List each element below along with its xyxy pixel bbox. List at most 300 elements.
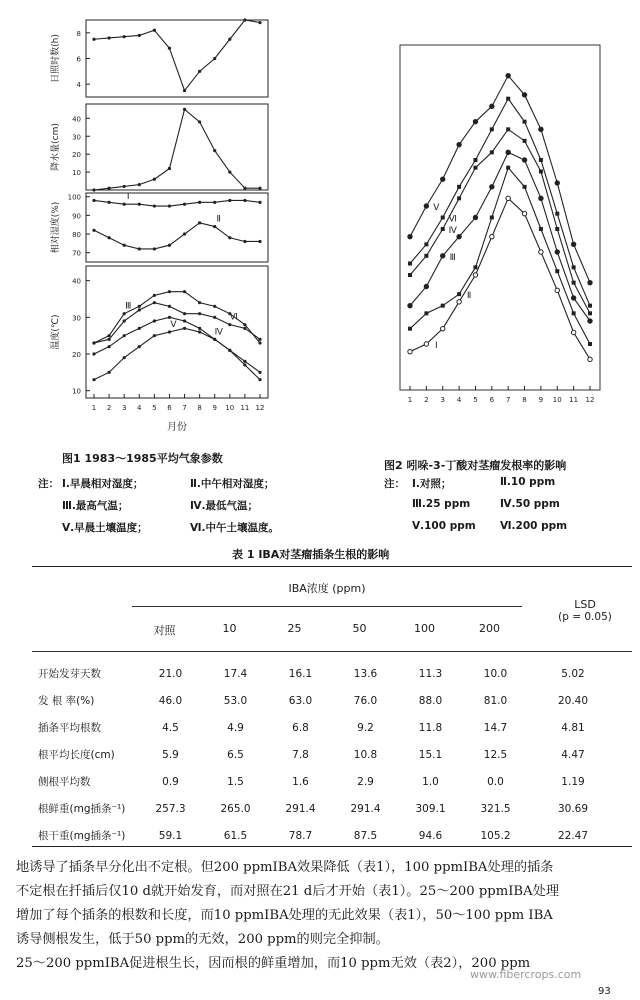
- data-point: [123, 319, 126, 322]
- data-point: [198, 327, 201, 330]
- data-point: [441, 227, 445, 231]
- data-point: [490, 216, 494, 220]
- data-point: [408, 234, 412, 238]
- data-point: [228, 349, 231, 352]
- x-tick-label: 1: [91, 404, 97, 412]
- panel-frame: [86, 266, 268, 398]
- data-point: [228, 323, 231, 326]
- panel-frame: [86, 20, 268, 97]
- data-point: [457, 196, 461, 200]
- series-label: Ⅳ: [214, 327, 223, 338]
- data-point: [555, 250, 559, 254]
- data-point: [198, 301, 201, 304]
- x-tick-label: 8: [522, 396, 527, 404]
- figure2-legend-item: Ⅲ.25 ppm: [412, 498, 471, 510]
- data-point: [588, 280, 592, 284]
- table-cell-lsd: 5.02: [561, 667, 585, 680]
- body-text-line: 25～200 ppmIBA促进根生长，因而根的鲜重增加，而10 ppm无效（表2），200 ppm: [16, 956, 531, 971]
- data-point: [258, 201, 261, 204]
- table-cell: 1.0: [422, 775, 439, 788]
- y-axis-label: 降水量(cm): [51, 123, 61, 171]
- data-point: [258, 21, 261, 24]
- data-point: [424, 204, 428, 208]
- data-point: [243, 18, 246, 21]
- data-point: [183, 290, 186, 293]
- table-cell-lsd: 20.40: [557, 694, 589, 707]
- data-point: [243, 327, 246, 330]
- figure2-legend-item: Ⅴ.100 ppm: [412, 520, 476, 532]
- data-point: [506, 196, 510, 200]
- series-label: Ⅴ: [170, 320, 177, 330]
- data-point: [408, 349, 412, 353]
- table-row-label: 发 根 率(%): [38, 695, 95, 707]
- x-tick-label: 1: [407, 396, 413, 404]
- page-number: 93: [598, 986, 611, 997]
- data-point: [213, 57, 216, 60]
- table-row-label: 开始发芽天数: [38, 668, 101, 680]
- y-tick-label: 100: [67, 193, 81, 202]
- table-lsd-header: LSD: [574, 598, 596, 611]
- data-point: [473, 215, 477, 219]
- figure1-legend-prefix: 注：: [38, 478, 59, 490]
- data-point: [107, 345, 110, 348]
- data-point: [213, 149, 216, 152]
- table-cell: 257.3: [155, 802, 186, 815]
- series-label: Ⅵ: [229, 312, 238, 323]
- series-line: [410, 152, 590, 321]
- data-point: [571, 330, 575, 334]
- table-cell-lsd: 4.47: [561, 748, 585, 761]
- x-tick-label: 6: [489, 396, 495, 404]
- x-tick-label: 9: [212, 404, 217, 412]
- data-point: [198, 201, 201, 204]
- x-tick-label: 11: [569, 396, 579, 404]
- table-row-label: 侧根平均数: [38, 776, 91, 788]
- table-cell: 0.9: [162, 775, 179, 788]
- data-point: [441, 216, 445, 220]
- data-point: [555, 288, 559, 292]
- data-point: [153, 319, 156, 322]
- data-point: [473, 158, 477, 162]
- data-point: [168, 290, 171, 293]
- figure1-chart: [0, 0, 330, 450]
- x-tick-label: 12: [585, 396, 595, 404]
- data-point: [457, 142, 461, 146]
- series-line: [94, 109, 260, 190]
- data-point: [473, 166, 477, 170]
- x-tick-label: 8: [197, 404, 202, 412]
- table-row-label: 根鲜重(mg插条⁻¹): [38, 803, 126, 815]
- data-point: [92, 199, 95, 202]
- series-label: Ⅱ: [216, 214, 221, 225]
- table-cell: 1.6: [292, 775, 309, 788]
- table-cell: 11.3: [418, 667, 443, 680]
- x-tick-label: 5: [473, 396, 478, 404]
- data-point: [213, 316, 216, 319]
- data-point: [183, 89, 186, 92]
- table-column-header: 10: [222, 622, 237, 635]
- y-tick-label: 10: [72, 169, 81, 178]
- data-point: [588, 357, 592, 361]
- data-point: [258, 338, 261, 341]
- data-point: [490, 185, 494, 189]
- figure2-legend-prefix: 注：: [384, 478, 405, 490]
- x-tick-label: 11: [240, 404, 250, 412]
- y-tick-label: 80: [72, 231, 81, 240]
- data-point: [123, 356, 126, 359]
- data-point: [424, 311, 428, 315]
- data-point: [153, 178, 156, 181]
- data-point: [490, 104, 494, 108]
- figure1-legend-item: Ⅵ.中午土壤温度。: [190, 522, 280, 534]
- data-point: [198, 312, 201, 315]
- body-text-line: 诱导侧根发生，低于50 ppm的无效，200 ppm的则完全抑制。: [16, 932, 389, 947]
- data-point: [522, 158, 526, 162]
- series-label: Ⅵ: [448, 214, 457, 225]
- data-point: [168, 305, 171, 308]
- table-row: [32, 741, 632, 768]
- table-group-rule: [132, 606, 522, 607]
- data-point: [555, 181, 559, 185]
- data-point: [473, 273, 477, 277]
- table-row-label: 插条平均根数: [38, 722, 101, 734]
- data-point: [123, 244, 126, 247]
- table-cell: 321.5: [480, 802, 511, 815]
- data-point: [123, 312, 126, 315]
- data-point: [153, 294, 156, 297]
- data-point: [123, 334, 126, 337]
- figure2-caption: 图2 吲哚-3-丁酸对茎瘤发根率的影响: [384, 459, 567, 472]
- series-label: Ⅰ: [126, 192, 130, 203]
- table-cell: 7.8: [292, 748, 309, 761]
- data-point: [539, 227, 543, 231]
- series-label: Ⅴ: [433, 203, 440, 213]
- x-tick-label: 7: [182, 404, 187, 412]
- data-point: [572, 281, 576, 285]
- table-cell: 21.0: [158, 667, 183, 680]
- data-point: [198, 330, 201, 333]
- data-point: [123, 185, 126, 188]
- y-tick-label: 30: [72, 314, 81, 323]
- data-point: [243, 323, 246, 326]
- data-point: [107, 371, 110, 374]
- data-point: [408, 327, 412, 331]
- x-tick-label: 10: [225, 404, 235, 412]
- data-point: [588, 304, 592, 308]
- data-point: [228, 170, 231, 173]
- x-tick-label: 4: [456, 396, 462, 404]
- data-point: [107, 236, 110, 239]
- data-point: [123, 203, 126, 206]
- data-point: [107, 36, 110, 39]
- data-point: [153, 29, 156, 32]
- y-tick-label: 40: [72, 115, 81, 124]
- data-point: [168, 167, 171, 170]
- table-row: [32, 714, 632, 741]
- series-label: Ⅰ: [435, 341, 438, 351]
- data-point: [588, 319, 592, 323]
- data-point: [258, 378, 261, 381]
- x-tick-label: 3: [121, 404, 127, 412]
- table-cell: 12.5: [483, 748, 508, 761]
- data-point: [243, 187, 246, 190]
- y-axis-label: 日照时数(h): [51, 34, 61, 83]
- x-tick-label: 5: [152, 404, 157, 412]
- table-cell: 13.6: [353, 667, 378, 680]
- data-point: [457, 292, 461, 296]
- data-point: [107, 334, 110, 337]
- table-cell: 81.0: [483, 694, 508, 707]
- data-point: [539, 127, 543, 131]
- body-text-line: 不定根在扦插后仅10 d就开始发育，而对照在21 d后才开始（表1）。25～200 ppmIBA处理: [16, 884, 560, 899]
- data-point: [506, 127, 510, 131]
- table-cell: 61.5: [223, 829, 248, 842]
- figure2-legend-item: Ⅵ.200 ppm: [500, 520, 568, 532]
- table-cell-lsd: 4.81: [561, 721, 585, 734]
- table-cell: 88.0: [418, 694, 443, 707]
- data-point: [243, 240, 246, 243]
- figure1-legend-item: Ⅱ.中午相对湿度；: [190, 478, 275, 490]
- data-point: [183, 312, 186, 315]
- table-cell: 76.0: [353, 694, 378, 707]
- data-point: [243, 363, 246, 366]
- table-cell: 309.1: [415, 802, 446, 815]
- table-column-header: 50: [352, 622, 367, 635]
- data-point: [153, 301, 156, 304]
- table-cell: 6.8: [292, 721, 309, 734]
- data-point: [522, 211, 526, 215]
- data-point: [523, 139, 527, 143]
- data-point: [572, 265, 576, 269]
- data-point: [490, 127, 494, 131]
- data-point: [243, 199, 246, 202]
- x-tick-label: 6: [167, 404, 172, 412]
- data-point: [473, 265, 477, 269]
- table-cell-lsd: 22.47: [557, 829, 589, 842]
- data-point: [506, 150, 510, 154]
- data-point: [408, 303, 412, 307]
- figure2-legend-item: Ⅳ.50 ppm: [500, 498, 560, 510]
- data-point: [92, 341, 95, 344]
- data-point: [153, 204, 156, 207]
- table-cell: 1.5: [227, 775, 244, 788]
- table-group-header: IBA浓度 (ppm): [288, 582, 366, 595]
- table-row-label: 根干重(mg插条⁻¹): [38, 830, 126, 842]
- figure1-legend-item: Ⅴ.早晨土壤温度；: [62, 522, 148, 534]
- data-point: [473, 119, 477, 123]
- data-point: [138, 345, 141, 348]
- data-point: [168, 316, 171, 319]
- x-tick-label: 9: [538, 396, 544, 404]
- figure1-legend-item: Ⅲ.最高气温；: [62, 500, 129, 512]
- data-point: [183, 203, 186, 206]
- data-point: [539, 158, 543, 162]
- table-cell: 265.0: [220, 802, 251, 815]
- figure2-legend-item: Ⅰ.对照；: [412, 478, 452, 490]
- series-label: Ⅲ: [449, 252, 456, 263]
- table-cell: 105.2: [480, 829, 511, 842]
- table-cell-lsd: 1.19: [561, 775, 585, 788]
- series-line: [94, 20, 260, 91]
- x-axis-label: 月份: [167, 422, 187, 433]
- data-point: [198, 120, 201, 123]
- x-tick-label: 7: [505, 396, 511, 404]
- panel-frame: [86, 104, 268, 190]
- data-point: [408, 262, 412, 266]
- data-point: [183, 327, 186, 330]
- table-header-rule: [32, 651, 632, 652]
- x-tick-label: 10: [552, 396, 562, 404]
- table-cell: 59.1: [158, 829, 183, 842]
- data-point: [138, 183, 141, 186]
- table-body: [32, 660, 632, 849]
- figure2-legend-item: Ⅱ.10 ppm: [500, 476, 556, 488]
- data-point: [213, 338, 216, 341]
- table-cell: 94.6: [418, 829, 443, 842]
- data-point: [228, 38, 231, 41]
- y-tick-label: 10: [72, 387, 81, 396]
- data-point: [572, 311, 576, 315]
- table-cell: 6.5: [227, 748, 244, 761]
- y-tick-label: 8: [76, 29, 81, 38]
- data-point: [441, 304, 445, 308]
- data-point: [490, 234, 494, 238]
- data-point: [213, 305, 216, 308]
- data-point: [588, 311, 592, 315]
- data-point: [138, 308, 141, 311]
- data-point: [539, 250, 543, 254]
- data-point: [92, 352, 95, 355]
- data-point: [555, 227, 559, 231]
- y-tick-label: 40: [72, 277, 81, 286]
- table-row-label: 根平均长度(cm): [38, 749, 115, 761]
- data-point: [138, 203, 141, 206]
- table-cell: 14.7: [483, 721, 508, 734]
- data-point: [571, 242, 575, 246]
- table-cell: 17.4: [223, 667, 248, 680]
- series-line: [94, 200, 260, 206]
- data-point: [408, 273, 412, 277]
- table-cell: 87.5: [353, 829, 378, 842]
- data-point: [424, 284, 428, 288]
- x-tick-label: 2: [106, 404, 112, 412]
- table-top-rule: [32, 566, 632, 567]
- table1-title: 表 1 IBA对茎瘤插条生根的影响: [232, 548, 390, 561]
- series-line: [94, 303, 260, 343]
- table-cell: 53.0: [223, 694, 248, 707]
- y-tick-label: 20: [72, 151, 81, 160]
- data-point: [523, 185, 527, 189]
- data-point: [138, 305, 141, 308]
- data-point: [138, 247, 141, 250]
- x-tick-label: 4: [137, 404, 142, 412]
- data-point: [506, 166, 510, 170]
- table-cell: 5.9: [162, 748, 179, 761]
- data-point: [138, 327, 141, 330]
- table-cell: 10.0: [483, 667, 508, 680]
- data-point: [138, 34, 141, 37]
- data-point: [123, 35, 126, 38]
- data-point: [506, 97, 510, 101]
- series-line: [410, 198, 590, 359]
- table-column-header: 对照: [153, 624, 176, 637]
- table-lsd-subheader: (p = 0.05): [558, 611, 612, 623]
- data-point: [168, 47, 171, 50]
- data-point: [424, 254, 428, 258]
- data-point: [457, 185, 461, 189]
- series-line: [410, 168, 590, 344]
- y-tick-label: 6: [76, 55, 81, 64]
- table-cell: 291.4: [285, 802, 316, 815]
- table-cell: 10.8: [353, 748, 378, 761]
- table-cell: 4.9: [227, 721, 244, 734]
- table-column-headers: [132, 622, 522, 638]
- data-point: [228, 236, 231, 239]
- series-label: Ⅱ: [466, 291, 472, 302]
- data-point: [213, 201, 216, 204]
- data-point: [441, 177, 445, 181]
- data-point: [571, 296, 575, 300]
- table-row: [32, 660, 632, 687]
- data-point: [555, 212, 559, 216]
- table-column-header: 25: [287, 622, 302, 635]
- data-point: [258, 187, 261, 190]
- table-cell: 15.1: [418, 748, 443, 761]
- data-point: [183, 108, 186, 111]
- data-point: [198, 221, 201, 224]
- data-point: [153, 334, 156, 337]
- data-point: [153, 247, 156, 250]
- table-row: [32, 822, 632, 849]
- table-cell: 4.5: [162, 721, 179, 734]
- table-row: [32, 687, 632, 714]
- data-point: [523, 120, 527, 124]
- data-point: [424, 342, 428, 346]
- data-point: [506, 73, 510, 77]
- figure1-legend-item: Ⅳ.最低气温；: [190, 500, 259, 512]
- figure1-legend-item: Ⅰ.早晨相对湿度；: [62, 478, 144, 490]
- x-tick-label: 3: [440, 396, 445, 404]
- series-label: Ⅲ: [125, 301, 132, 312]
- data-point: [258, 371, 261, 374]
- data-point: [213, 225, 216, 228]
- data-point: [258, 240, 261, 243]
- data-point: [107, 338, 110, 341]
- table-row: [32, 795, 632, 822]
- figure2-chart: [360, 20, 630, 450]
- x-tick-label: 12: [255, 404, 265, 412]
- watermark: www.fibercrops.com: [470, 968, 582, 981]
- data-point: [457, 234, 461, 238]
- data-point: [258, 341, 261, 344]
- data-point: [92, 378, 95, 381]
- data-point: [183, 319, 186, 322]
- data-point: [539, 196, 543, 200]
- body-text-line: 地诱导了插条早分化出不定根。但200 ppmIBA效果降低（表1），100 ppmIBA处理的插条: [16, 860, 554, 875]
- data-point: [490, 150, 494, 154]
- data-point: [198, 70, 201, 73]
- series-line: [94, 223, 260, 249]
- table-cell: 11.8: [418, 721, 443, 734]
- table-cell: 46.0: [158, 694, 183, 707]
- table-cell: 78.7: [288, 829, 313, 842]
- data-point: [522, 93, 526, 97]
- data-point: [424, 242, 428, 246]
- y-tick-label: 30: [72, 133, 81, 142]
- y-axis-label: 温度(℃): [51, 314, 61, 350]
- data-point: [441, 326, 445, 330]
- y-tick-label: 90: [72, 212, 81, 221]
